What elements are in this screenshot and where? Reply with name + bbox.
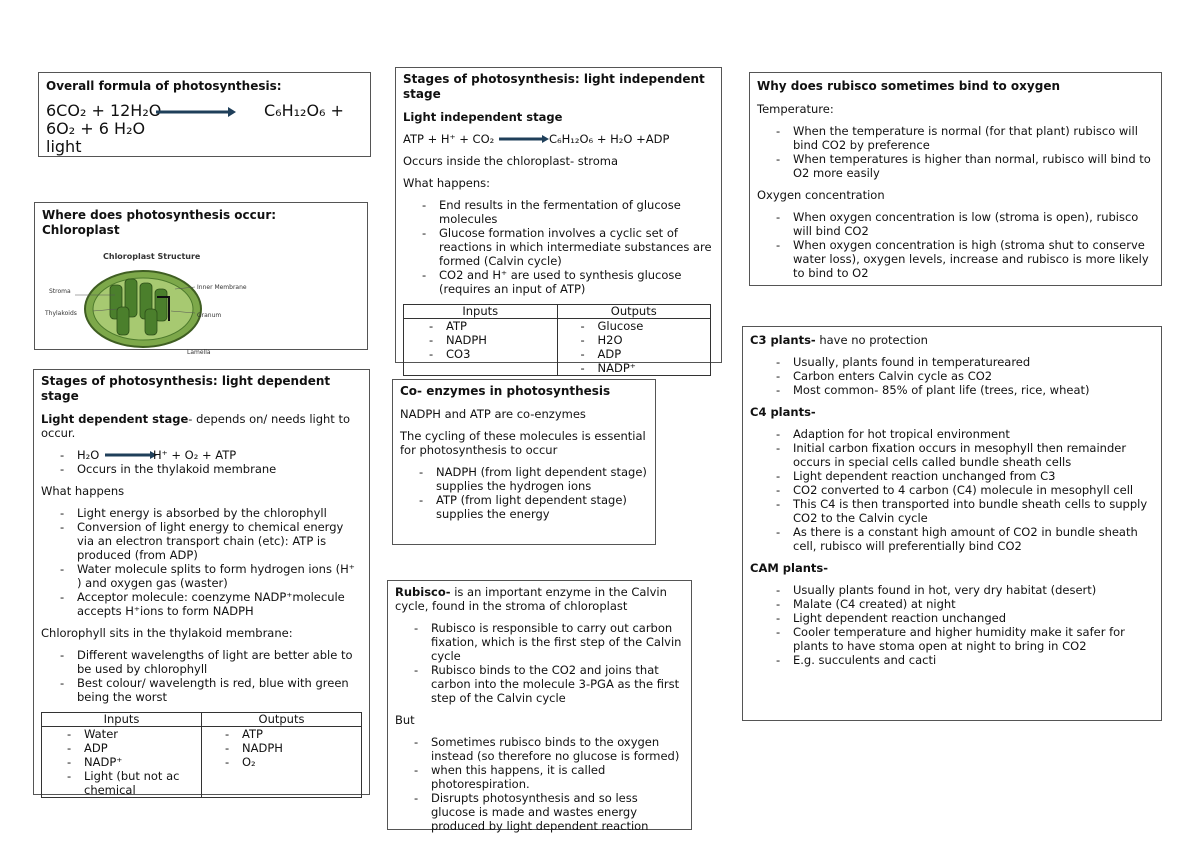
cam-heading: CAM plants- bbox=[750, 561, 829, 575]
list-item: - when this happens, it is called photorespiration. bbox=[431, 763, 684, 791]
list-item: - Light dependent reaction unchanged bbox=[793, 611, 1154, 625]
coenzymes-title: Co- enzymes in photosynthesis bbox=[400, 384, 611, 398]
diagram-title: Chloroplast Structure bbox=[103, 252, 201, 261]
list-item: - NADP⁺ bbox=[84, 755, 201, 769]
rubisco-but: But bbox=[395, 713, 415, 727]
temperature-heading: Temperature: bbox=[757, 102, 834, 116]
inputs-list bbox=[404, 319, 557, 361]
reaction-arrow-icon bbox=[105, 450, 157, 460]
coenzymes-line2: The cycling of these molecules is essential for photosynthesis to occur bbox=[400, 429, 646, 457]
list-item: - Usually, plants found in temperatureared bbox=[793, 355, 1154, 369]
light-independent-title: Stages of photosynthesis: light independent stage bbox=[403, 72, 705, 101]
coenzymes-line1: NADPH and ATP are co-enzymes bbox=[400, 407, 586, 421]
list-item: - ATP bbox=[446, 319, 557, 333]
list-item: - Rubisco is responsible to carry out carbon fixation, which is the first step of the Calvin cycle bbox=[431, 621, 684, 663]
stroma-label: Stroma bbox=[49, 288, 71, 295]
rubisco-intro-text: is an important enzyme in the Calvin cycle, found in the stroma of chloroplast bbox=[395, 585, 667, 613]
light-dependent-io-table bbox=[41, 712, 362, 798]
list-item: - Cooler temperature and higher humidity make it safer for plants to have stoma open at night to bring in CO2 bbox=[793, 625, 1154, 653]
light-independent-steps bbox=[403, 198, 714, 296]
list-item: - This C4 is then transported into bundle sheath cells to supply CO2 to the Calvin cycle bbox=[793, 497, 1154, 525]
list-item: - Water bbox=[84, 727, 201, 741]
light-dependent-stage-text: - depends on/ needs light to occur. bbox=[41, 412, 351, 440]
chloroplast-diagram bbox=[45, 247, 265, 357]
light-dependent-box bbox=[33, 369, 370, 795]
list-item: - ATP bbox=[242, 727, 361, 741]
rubisco-label: Rubisco- bbox=[395, 585, 451, 599]
rubisco-but-points bbox=[395, 735, 684, 833]
list-item: - NADP⁺ bbox=[598, 361, 711, 375]
cam-points bbox=[750, 583, 1154, 667]
light-dependent-title: Stages of photosynthesis: light dependent stage bbox=[41, 374, 331, 403]
what-happens-heading: What happens: bbox=[403, 176, 491, 190]
list-item: - Light energy is absorbed by the chlorophyll bbox=[77, 506, 362, 520]
light-independent-stage-label: Light independent stage bbox=[403, 110, 563, 124]
why-rubisco-title: Why does rubisco sometimes bind to oxygen bbox=[757, 79, 1061, 93]
list-item: - Disrupts photosynthesis and so less glucose is made and wastes energy produced by light dependent reaction bbox=[431, 791, 684, 833]
light-dependent-summary bbox=[41, 448, 362, 476]
overall-formula-line2: 6O₂ + 6 H₂O bbox=[46, 119, 146, 138]
temperature-points bbox=[757, 124, 1154, 180]
list-item: - Acceptor molecule: coenzyme NADP⁺molecule accepts H⁺ions to form NADPH bbox=[77, 590, 362, 618]
outputs-header: Outputs bbox=[557, 305, 711, 319]
list-item: - Best colour/ wavelength is red, blue with green being the worst bbox=[77, 676, 362, 704]
rubisco-points bbox=[395, 621, 684, 705]
light-independent-io-table bbox=[403, 304, 711, 376]
list-item: - End results in the fermentation of glucose molecules bbox=[439, 198, 714, 226]
overall-formula-title: Overall formula of photosynthesis: bbox=[46, 79, 282, 93]
list-item: - Initial carbon fixation occurs in mesophyll then remainder occurs in special cells called bundle sheath cells bbox=[793, 441, 1154, 469]
c3-label: C3 plants- bbox=[750, 333, 816, 347]
coenzymes-box bbox=[392, 379, 656, 545]
list-item: - Glucose bbox=[598, 319, 711, 333]
list-item: - Occurs in the thylakoid membrane bbox=[77, 462, 362, 476]
list-item: - H2O bbox=[598, 333, 711, 347]
location-box bbox=[34, 202, 368, 356]
rubisco-intro bbox=[395, 585, 684, 613]
light-dependent-stage-label: Light dependent stage bbox=[41, 412, 189, 426]
plant-types-box bbox=[742, 326, 1162, 721]
list-item: - O₂ bbox=[242, 755, 361, 769]
list-item: - When oxygen concentration is low (stroma is open), rubisco will bind CO2 bbox=[793, 210, 1154, 238]
list-item: - When the temperature is normal (for that plant) rubisco will bind CO2 by preference bbox=[793, 124, 1154, 152]
chlorophyll-points bbox=[41, 648, 362, 704]
list-item: - CO3 bbox=[446, 347, 557, 361]
list-item bbox=[77, 448, 362, 462]
list-item: - CO2 and H⁺ are used to synthesis glucose (requires an input of ATP) bbox=[439, 268, 714, 296]
list-item: - Rubisco binds to the CO2 and joins that carbon into the molecule 3-PGA as the first step of the Calvin cycle bbox=[431, 663, 684, 705]
light-independent-location: Occurs inside the chloroplast- stroma bbox=[403, 154, 619, 168]
what-happens-heading: What happens bbox=[41, 484, 125, 498]
list-item: - When oxygen concentration is high (stroma shut to conserve water loss), oxygen levels, increase and rubisco is more likely to bind to O2 bbox=[793, 238, 1154, 280]
equation-left: ATP + H⁺ + CO₂ bbox=[403, 132, 495, 146]
list-item: - Malate (C4 created) at night bbox=[793, 597, 1154, 611]
chlorophyll-heading: Chlorophyll sits in the thylakoid membrane: bbox=[41, 626, 293, 640]
c3-heading bbox=[750, 333, 1154, 347]
inner-membrane-label: Inner Membrane bbox=[197, 284, 247, 291]
coenzymes-points bbox=[400, 465, 648, 521]
list-item: - NADPH bbox=[446, 333, 557, 347]
list-item: - CO2 converted to 4 carbon (C4) molecule in mesophyll cell bbox=[793, 483, 1154, 497]
list-item: - Adaption for hot tropical environment bbox=[793, 427, 1154, 441]
list-item: - Conversion of light energy to chemical energy via an electron transport chain (etc): ATP is produced (from ADP) bbox=[77, 520, 362, 562]
overall-formula-line1 bbox=[46, 102, 363, 120]
outputs-list bbox=[558, 319, 711, 375]
list-item: - Light (but not ac chemical bbox=[84, 769, 201, 797]
list-item: - Water molecule splits to form hydrogen ions (H⁺ ) and oxygen gas (waster) bbox=[77, 562, 362, 590]
list-item: - When temperatures is higher than normal, rubisco will bind to O2 more easily bbox=[793, 152, 1154, 180]
location-title: Where does photosynthesis occur: bbox=[42, 208, 277, 222]
list-item: - ADP bbox=[84, 741, 201, 755]
list-item: - NADPH bbox=[242, 741, 361, 755]
light-independent-equation bbox=[403, 132, 714, 146]
list-item: - ATP (from light dependent stage) supplies the energy bbox=[436, 493, 648, 521]
equation-right: H⁺ + O₂ + ATP bbox=[153, 448, 237, 462]
thylakoids-label: Thylakoids bbox=[45, 310, 77, 317]
lamella-label: Lamella bbox=[187, 349, 211, 356]
overall-formula-line3: light bbox=[46, 137, 82, 156]
location-subtitle: Chloroplast bbox=[42, 223, 120, 237]
list-item: - ADP bbox=[598, 347, 711, 361]
outputs-list bbox=[202, 727, 361, 769]
why-rubisco-box bbox=[749, 72, 1162, 286]
c4-points bbox=[750, 427, 1154, 553]
formula-reactants: 6CO₂ + 12H₂O bbox=[46, 101, 162, 120]
c3-text: have no protection bbox=[815, 333, 928, 347]
reaction-arrow-icon bbox=[156, 106, 236, 118]
list-item: - NADPH (from light dependent stage) supplies the hydrogen ions bbox=[436, 465, 648, 493]
list-item: - Most common- 85% of plant life (trees, rice, wheat) bbox=[793, 383, 1154, 397]
granum-label: Granum bbox=[197, 312, 222, 319]
formula-products: C₆H₁₂O₆ + bbox=[264, 101, 344, 120]
outputs-header: Outputs bbox=[202, 713, 362, 727]
reaction-arrow-icon bbox=[499, 134, 549, 144]
inputs-list bbox=[42, 727, 201, 797]
list-item: - Carbon enters Calvin cycle as CO2 bbox=[793, 369, 1154, 383]
list-item: - Glucose formation involves a cyclic set of reactions in which intermediate substances are formed (Calvin cycle) bbox=[439, 226, 714, 268]
list-item: - Usually plants found in hot, very dry habitat (desert) bbox=[793, 583, 1154, 597]
c4-heading: C4 plants- bbox=[750, 405, 816, 419]
inputs-header: Inputs bbox=[42, 713, 202, 727]
overall-formula-box bbox=[38, 72, 371, 157]
equation-left: H₂O bbox=[77, 448, 100, 462]
light-dependent-definition bbox=[41, 412, 362, 440]
list-item: - Light dependent reaction unchanged from C3 bbox=[793, 469, 1154, 483]
list-item: - As there is a constant high amount of CO2 in bundle sheath cell, rubisco will preferentially bind CO2 bbox=[793, 525, 1154, 553]
light-dependent-steps bbox=[41, 506, 362, 618]
oxygen-heading: Oxygen concentration bbox=[757, 188, 885, 202]
list-item: - Sometimes rubisco binds to the oxygen instead (so therefore no glucose is formed) bbox=[431, 735, 684, 763]
light-independent-box bbox=[395, 67, 722, 375]
list-item: - E.g. succulents and cacti bbox=[793, 653, 1154, 667]
oxygen-points bbox=[757, 210, 1154, 280]
rubisco-box bbox=[387, 580, 692, 833]
equation-right: C₆H₁₂O₆ + H₂O +ADP bbox=[549, 132, 670, 146]
inputs-header: Inputs bbox=[404, 305, 558, 319]
c3-points bbox=[750, 355, 1154, 397]
list-item: - Different wavelengths of light are better able to be used by chlorophyll bbox=[77, 648, 362, 676]
